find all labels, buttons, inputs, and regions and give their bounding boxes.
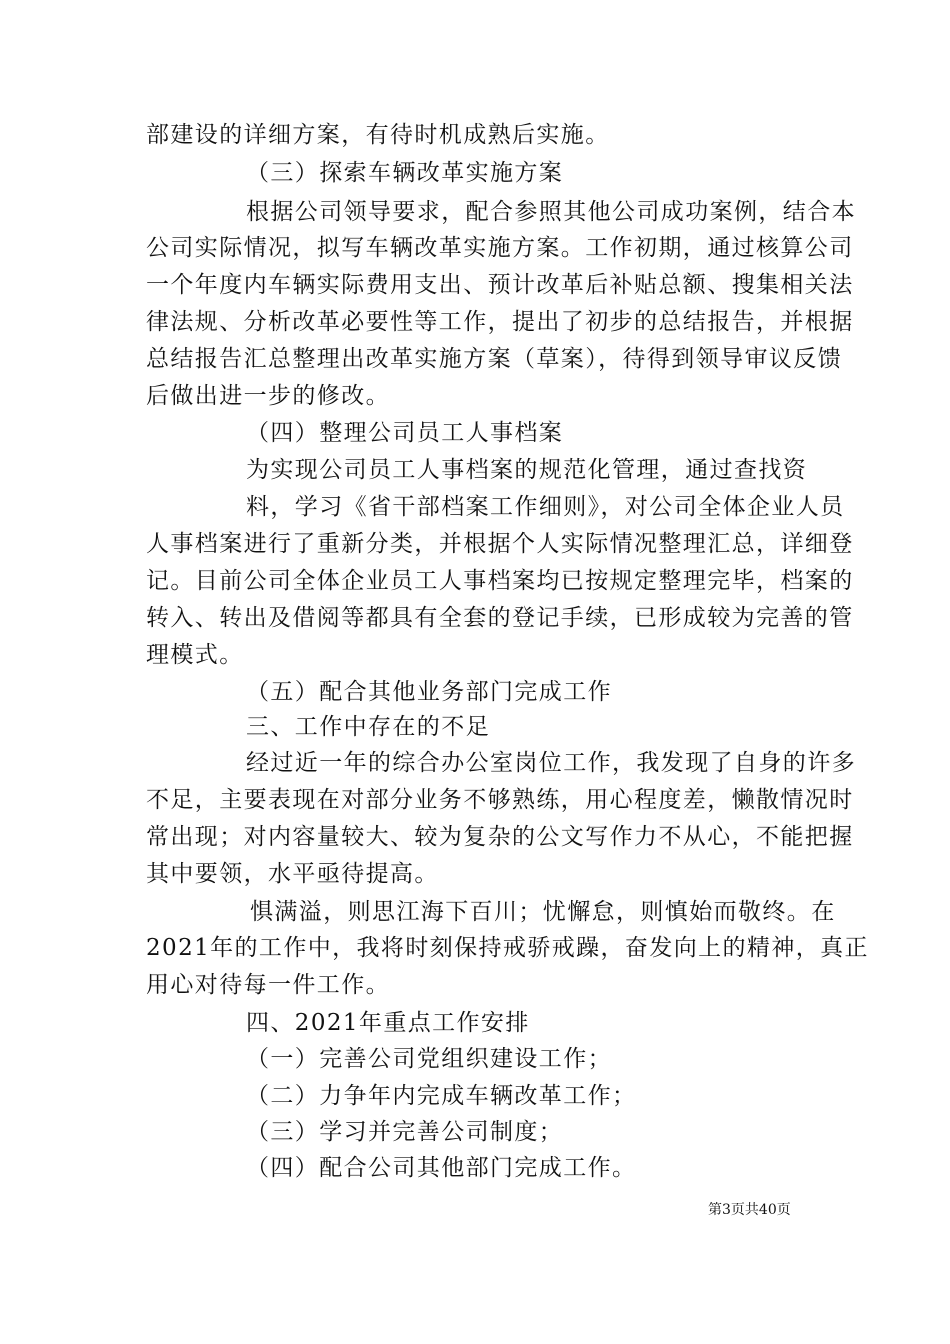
paragraph-line: 总结报告汇总整理出改革实施方案（草案），待得到领导审议反馈 (146, 346, 843, 372)
paragraph-line: 常出现；对内容量较大、较为复杂的公文写作力不从心，不能把握 (146, 824, 854, 850)
paragraph-line: 不足，主要表现在对部分业务不够熟练，用心程度差，懒散情况时 (146, 787, 854, 813)
paragraph-line: 为实现公司员工人事档案的规范化管理，通过查找资 (246, 457, 808, 483)
page-number-footer: 第3页共40页 (708, 1202, 791, 1218)
paragraph-line: 2021年的工作中，我将时刻保持戒骄戒躁，奋发向上的精神，真正 (146, 935, 869, 961)
paragraph-line: 其中要领，水平亟待提高。 (146, 861, 439, 887)
list-item: （三）学习并完善公司制度； (246, 1119, 564, 1145)
list-item: （四）配合公司其他部门完成工作。 (246, 1155, 637, 1181)
section-heading: 三、工作中存在的不足 (246, 714, 490, 740)
paragraph-line: 一个年度内车辆实际费用支出、预计改革后补贴总额、搜集相关法 (146, 272, 854, 298)
paragraph-line: 部建设的详细方案，有待时机成熟后实施。 (146, 122, 610, 148)
section-heading: （三）探索车辆改革实施方案 (246, 160, 564, 186)
section-heading: （四）整理公司员工人事档案 (246, 420, 564, 446)
paragraph-line: 根据公司领导要求，配合参照其他公司成功案例，结合本 (246, 199, 856, 225)
paragraph-line: 律法规、分析改革必要性等工作，提出了初步的总结报告，并根据 (146, 309, 854, 335)
paragraph-line: 转入、转出及借阅等都具有全套的登记手续，已形成较为完善的管 (146, 605, 854, 631)
section-heading: （五）配合其他业务部门完成工作 (246, 679, 612, 705)
paragraph-line: 理模式。 (146, 642, 244, 668)
list-item: （二）力争年内完成车辆改革工作； (246, 1083, 637, 1109)
list-item: （一）完善公司党组织建设工作； (246, 1046, 612, 1072)
paragraph-line: 记。目前公司全体企业员工人事档案均已按规定整理完毕，档案的 (146, 568, 854, 594)
paragraph-line: 公司实际情况，拟写车辆改革实施方案。工作初期，通过核算公司 (146, 235, 854, 261)
paragraph-line: 惧满溢，则思江海下百川；忧懈怠，则慎始而敬终。在 (250, 899, 836, 925)
paragraph-line: 料，学习《省干部档案工作细则》，对公司全体企业人员 (246, 494, 845, 520)
paragraph-line: 人事档案进行了重新分类，并根据个人实际情况整理汇总，详细登 (146, 531, 854, 557)
section-heading: 四、2021年重点工作安排 (246, 1010, 530, 1036)
paragraph-line: 用心对待每一件工作。 (146, 972, 390, 998)
paragraph-line: 经过近一年的综合办公室岗位工作，我发现了自身的许多 (246, 750, 856, 776)
paragraph-line: 后做出进一步的修改。 (146, 383, 390, 409)
